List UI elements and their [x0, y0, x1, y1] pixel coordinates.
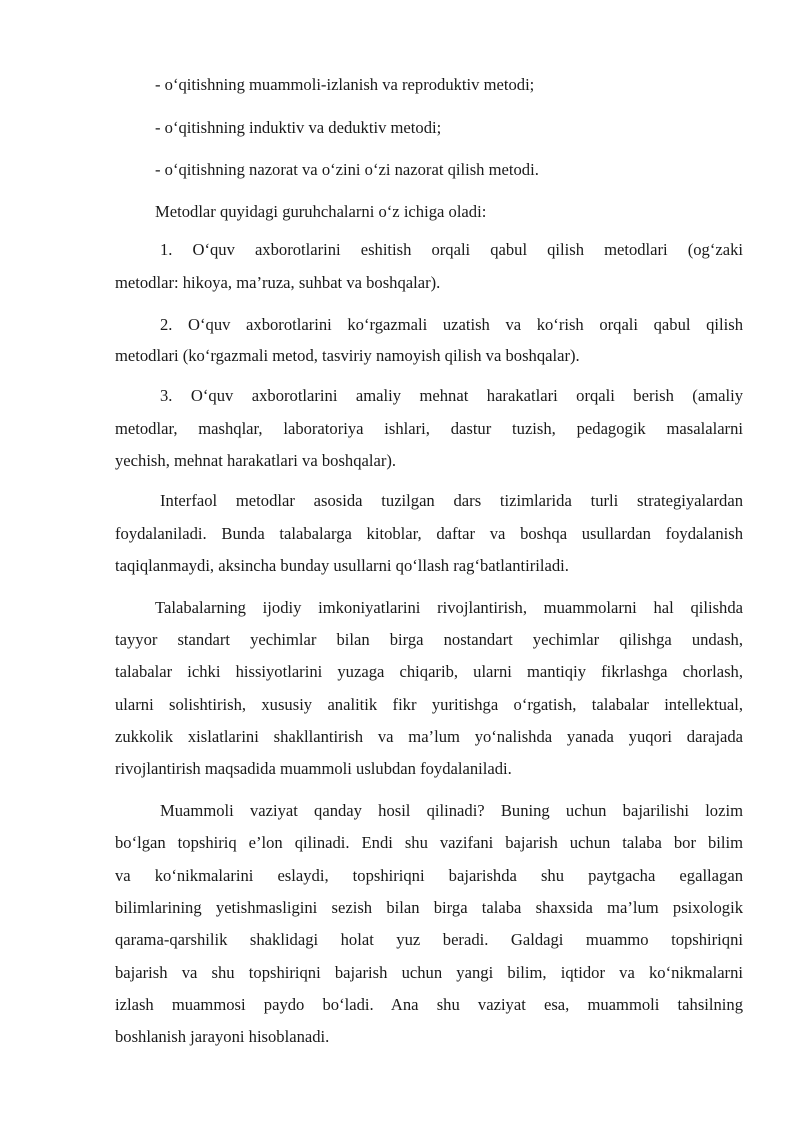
muammoli-line-5: qarama-qarshilik shaklidagi holat yuz beradi. Galdagi muammo topshiriqni	[115, 930, 743, 949]
talabalar-line-5: zukkolik xislatlarini shakllantirish va ma’lum yo‘nalishda yanada yuqori darajada	[115, 727, 743, 746]
interfaol-line-1: Interfaol metodlar asosida tuzilgan dars tizimlarida turli strategiyalardan	[160, 491, 743, 510]
list-item-2: - o‘qitishning induktiv va deduktiv metodi;	[155, 118, 442, 137]
group-1-line-2: metodlar: hikoya, ma’ruza, suhbat va boshqalar).	[115, 273, 441, 292]
talabalar-line-2: tayyor standart yechimlar bilan birga nostandart yechimlar qilishga undash,	[115, 630, 743, 649]
group-1-line-1: 1. O‘quv axborotlarini eshitish orqali qabul qilish metodlari (og‘zaki	[160, 240, 743, 259]
methods-intro: Metodlar quyidagi guruhchalarni o‘z ichiga oladi:	[155, 202, 487, 221]
group-3-line-3: yechish, mehnat harakatlari va boshqalar).	[115, 451, 397, 470]
interfaol-line-2: foydalaniladi. Bunda talabalarga kitoblar, daftar va boshqa usullardan foydalanish	[115, 524, 743, 543]
list-item-1: - o‘qitishning muammoli-izlanish va reproduktiv metodi;	[155, 75, 535, 94]
muammoli-line-2: bo‘lgan topshiriq e’lon qilinadi. Endi shu vazifani bajarish uchun talaba bor bilim	[115, 833, 743, 852]
muammoli-line-8: boshlanish jarayoni hisoblanadi.	[115, 1027, 330, 1046]
talabalar-line-3: talabalar ichki hissiyotlarini yuzaga chiqarib, ularni mantiqiy fikrlashga chorlash,	[115, 662, 743, 681]
muammoli-line-6: bajarish va shu topshiriqni bajarish uchun yangi bilim, iqtidor va ko‘nikmalarni	[115, 963, 743, 982]
talabalar-line-1: Talabalarning ijodiy imkoniyatlarini rivojlantirish, muammolarni hal qilishda	[155, 598, 743, 617]
list-item-3: - o‘qitishning nazorat va o‘zini o‘zi nazorat qilish metodi.	[155, 160, 539, 179]
group-3-line-1: 3. O‘quv axborotlarini amaliy mehnat harakatlari orqali berish (amaliy	[160, 386, 743, 405]
interfaol-line-3: taqiqlanmaydi, aksincha bunday usullarni qo‘llash rag‘batlantiriladi.	[115, 556, 569, 575]
talabalar-line-4: ularni solishtirish, xususiy analitik fikr yuritishga o‘rgatish, talabalar intellektual,	[115, 695, 743, 714]
muammoli-line-4: bilimlarining yetishmasligini sezish bilan birga talaba shaxsida ma’lum psixologik	[115, 898, 743, 917]
group-3-line-2: metodlar, mashqlar, laboratoriya ishlari, dastur tuzish, pedagogik masalalarni	[115, 419, 743, 438]
group-2-line-2: metodlari (ko‘rgazmali metod, tasviriy namoyish qilish va boshqalar).	[115, 346, 580, 365]
muammoli-line-1: Muammoli vaziyat qanday hosil qilinadi? Buning uchun bajarilishi lozim	[160, 801, 743, 820]
group-2-line-1: 2. O‘quv axborotlarini ko‘rgazmali uzatish va ko‘rish orqali qabul qilish	[160, 315, 743, 334]
muammoli-line-3: va ko‘nikmalarini eslaydi, topshiriqni bajarishda shu paytgacha egallagan	[115, 866, 743, 885]
talabalar-line-6: rivojlantirish maqsadida muammoli uslubdan foydalaniladi.	[115, 759, 512, 778]
muammoli-line-7: izlash muammosi paydo bo‘ladi. Ana shu vaziyat esa, muammoli tahsilning	[115, 995, 743, 1014]
